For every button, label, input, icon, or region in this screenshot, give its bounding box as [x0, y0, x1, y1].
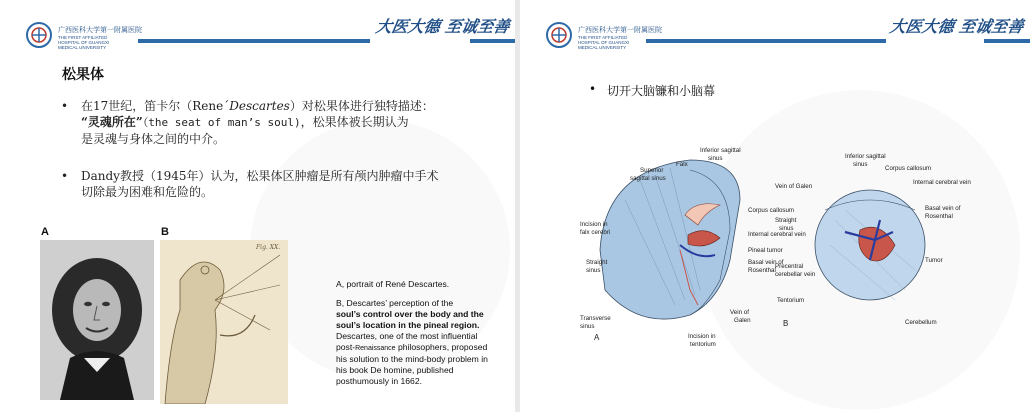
bullet-text: 是灵魂与身体之间的中介。: [81, 132, 226, 146]
caption-line: B, Descartes’ perception of the: [336, 298, 454, 308]
diagram-b-label: sinus: [853, 161, 868, 168]
diagram-a-label: Corpus callosum: [748, 207, 795, 214]
bullet-dot: •: [589, 82, 597, 96]
page-title: [589, 82, 716, 99]
descartes-portrait: [40, 240, 154, 400]
caption-line: his book De homine, published: [336, 365, 454, 375]
motto: 大医大德 至诚至善: [374, 17, 512, 36]
bullet-text: ）对松果体进行独特描述：: [289, 99, 434, 113]
diagram-b-label: Inferior sagittal: [845, 153, 886, 160]
figure-label-b: B: [161, 226, 169, 238]
caption-a: A, portrait of René Descartes.: [336, 279, 450, 289]
figure-caption: [336, 279, 506, 387]
header-bar: [646, 39, 886, 43]
bullet-text: Dandy教授（1945年）认为，松果体区肿瘤是所有颅内肿瘤中手术: [81, 169, 439, 183]
diagram-a-label: falx cerebri: [580, 229, 611, 236]
bullet-quote: “灵魂所在”: [81, 115, 143, 129]
diagram-b-label: Straight: [775, 217, 797, 224]
slide-right: [520, 0, 1030, 412]
slide-header: [520, 0, 1030, 58]
diagram-b-label: Rosenthal: [925, 213, 953, 220]
diagram-a-label: tentorium: [690, 341, 716, 348]
hospital-name-cn: 广西医科大学第一附属医院: [578, 26, 662, 34]
diagram-a-label: Incision in: [688, 333, 716, 340]
title-text: 切开大脑镰和小脑幕: [607, 84, 716, 98]
diagram-b-label: Basal vein of: [925, 205, 961, 212]
diagram-a-label: Pineal tumor: [748, 247, 783, 254]
bullet-name: Descartes: [229, 99, 290, 113]
hospital-logo-icon: [546, 22, 572, 48]
caption-line: soul’s location in the pineal region.: [336, 320, 480, 330]
bullet-dandy: [61, 168, 471, 200]
diagram-a-label: Vein of: [730, 309, 749, 316]
diagram-b-label: Tumor: [925, 257, 943, 264]
diagram-b-label: Tentorium: [777, 297, 805, 304]
diagram-a-label: sinus: [580, 323, 595, 330]
descartes-sketch: [160, 240, 288, 404]
diagram-a-label: Basal vein of: [748, 259, 784, 266]
bullet-descartes: [61, 98, 471, 147]
diagram-b-label: sinus: [779, 225, 794, 232]
diagram-b-label: Precentral: [775, 263, 804, 270]
caption-line: post-: [336, 342, 356, 352]
slide-header: [0, 0, 515, 58]
diagram-b: [775, 150, 1005, 340]
diagram-a-label: Falx: [676, 161, 688, 168]
diagram-a-label: Straight: [586, 259, 608, 266]
diagram-a-label: Galen: [734, 317, 751, 324]
hospital-name-en: THE FIRST AFFILIATED HOSPITAL OF GUANGXI MEDICAL UNIVERSITY: [578, 35, 630, 50]
hospital-logo-icon: [26, 22, 52, 48]
bullet-text: 在17世纪，笛卡尔（Rene´: [81, 99, 230, 113]
figure-label-a: A: [41, 226, 49, 238]
bullet-dot: •: [61, 169, 69, 183]
caption-line: soul’s control over the body and the: [336, 309, 484, 319]
hospital-name-cn: 广西医科大学第一附属医院: [58, 26, 142, 34]
caption-b: [336, 298, 506, 387]
diagram-a-label: Incision in: [580, 221, 608, 228]
header-bar-right: [984, 39, 1030, 43]
diagram-a-label: Internal cerebral vein: [748, 231, 806, 238]
diagram-b-label: cerebellar vein: [775, 271, 816, 278]
diagram-a-label: sinus: [586, 267, 601, 274]
caption-line: Descartes, one of the most influential: [336, 331, 478, 341]
diagram-b-letter: B: [783, 319, 789, 328]
header-bar: [138, 39, 370, 43]
diagram-a-label: Inferior sagittal: [700, 147, 741, 154]
caption-line: Renaissance: [355, 345, 396, 352]
caption-line: philosophers, proposed: [395, 342, 488, 352]
hospital-name-en: THE FIRST AFFILIATED HOSPITAL OF GUANGXI MEDICAL UNIVERSITY: [58, 35, 110, 50]
bullet-english: （the seat of man’s soul): [142, 116, 301, 129]
diagram-b-label: Vein of Galen: [775, 183, 813, 190]
diagram-a-label: sagittal sinus: [630, 175, 666, 182]
diagram-a-label: Rosenthal: [748, 267, 776, 274]
diagram-b-label: Cerebellum: [905, 319, 937, 326]
diagram-b-label: Internal cerebral vein: [913, 179, 971, 186]
bullet-text: ，松果体被长期认为: [300, 115, 409, 129]
bullet-dot: •: [61, 99, 69, 113]
header-bar-right: [470, 39, 515, 43]
diagram-a-label: Transverse: [580, 315, 611, 322]
diagram-b-label: Corpus callosum: [885, 165, 932, 172]
page-title: 松果体: [62, 67, 104, 83]
diagram-a-letter: A: [594, 333, 600, 342]
bullet-text: 切除最为困难和危险的。: [81, 185, 214, 199]
motto: 大医大德 至诚至善: [888, 17, 1026, 36]
caption-line: his solution to the mind-body problem in: [336, 354, 488, 364]
caption-line: posthumously in 1662.: [336, 376, 422, 386]
fig-tag: Fig. XX.: [256, 244, 281, 251]
diagram-a-label: sinus: [708, 155, 723, 162]
diagram-a-label: Superior: [640, 167, 664, 174]
